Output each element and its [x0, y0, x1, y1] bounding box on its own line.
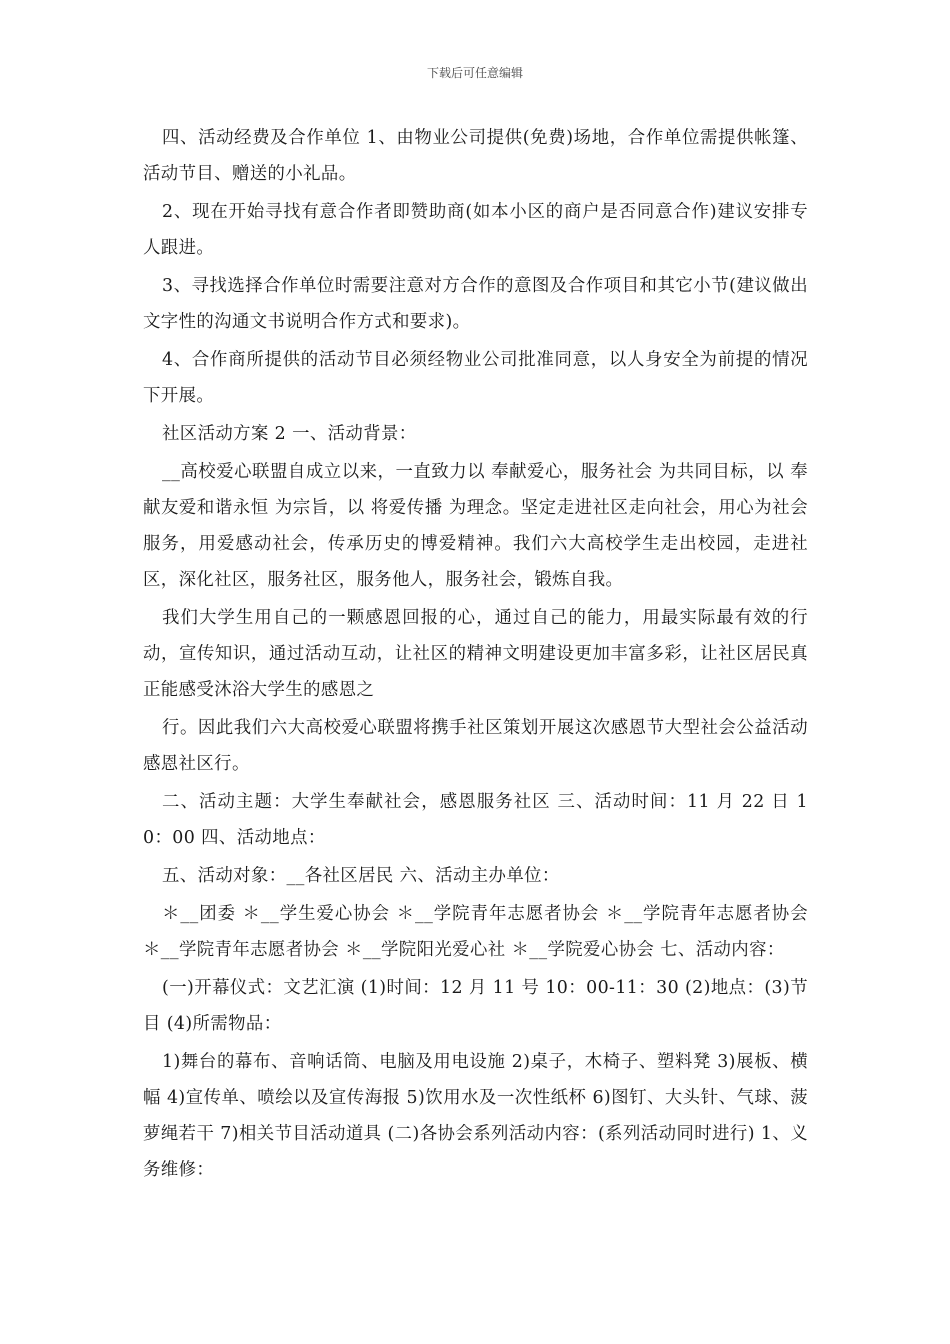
paragraph-plan2-background-heading: 社区活动方案 2 一、活动背景：: [162, 424, 417, 444]
document-body: [143, 120, 808, 1190]
paragraph-target-organizer: 五、活动对象：__各社区居民 六、活动主办单位：: [162, 866, 560, 886]
paragraph-sponsor: 2、现在开始寻找有意合作者即赞助商(如本小区的商户是否同意合作)建议安排专人跟进。: [143, 202, 808, 258]
paragraph-funding: 四、活动经费及合作单位 1、由物业公司提供(免费)场地，合作单位需提供帐篷、活动节目、赠送的小礼品。: [143, 128, 808, 184]
paragraph-partner-selection: 3、寻找选择合作单位时需要注意对方合作的意图及合作项目和其它小节(建议做出文字性的沟通文书说明合作方式和要求)。: [143, 276, 808, 332]
paragraph-materials: 1)舞台的幕布、音响话筒、电脑及用电设施 2)桌子，木椅子、塑料凳 3)展板、横幅 4)宣传单、喷绘以及宣传海报 5)饮用水及一次性纸杯 6)图钉、大头针、气球、菠萝绳若干 7)相关节目活动道具 (二)各协会系列活动内容：(系列活动同时进行) 1、义务维修：: [143, 1052, 808, 1180]
paragraph-background: __高校爱心联盟自成立以来，一直致力以 奉献爱心，服务社会 为共同目标，以 奉献友爱和谐永恒 为宗旨，以 将爱传播 为理念。坚定走进社区走向社会，用心为社会服务，用爱感动社会，传承历史的博爱精神。我们六大高校学生走出校园，走进社区，深化社区，服务社区，服务他人，服务社会，锻炼自我。: [143, 462, 808, 590]
paragraph-activity-intro: 行。因此我们六大高校爱心联盟将携手社区策划开展这次感恩节大型社会公益活动 感恩社区行。: [143, 718, 808, 774]
paragraph-theme-time-place: 二、活动主题：大学生奉献社会，感恩服务社区 三、活动时间：11 月 22 日 10：00 四、活动地点：: [143, 792, 808, 848]
page-header: 下载后可任意编辑: [426, 66, 523, 80]
paragraph-opening-ceremony: (一)开幕仪式：文艺汇演 (1)时间：12 月 11 号 10：00-11：30 (2)地点：(3)节目 (4)所需物品：: [143, 978, 808, 1034]
paragraph-organizers-list: ＊__团委 ＊__学生爱心协会 ＊__学院青年志愿者协会 ＊__学院青年志愿者协会 ＊__学院青年志愿者协会 ＊__学院阳光爱心社 ＊__学院爱心协会 七、活动内容：: [143, 904, 808, 960]
paragraph-students: 我们大学生用自己的一颗感恩回报的心，通过自己的能力，用最实际最有效的行动，宣传知识，通过活动互动，让社区的精神文明建设更加丰富多彩，让社区居民真正能感受沐浴大学生的感恩之: [143, 608, 808, 700]
paragraph-partner-approval: 4、合作商所提供的活动节目必须经物业公司批准同意，以人身安全为前提的情况下开展。: [143, 350, 808, 406]
